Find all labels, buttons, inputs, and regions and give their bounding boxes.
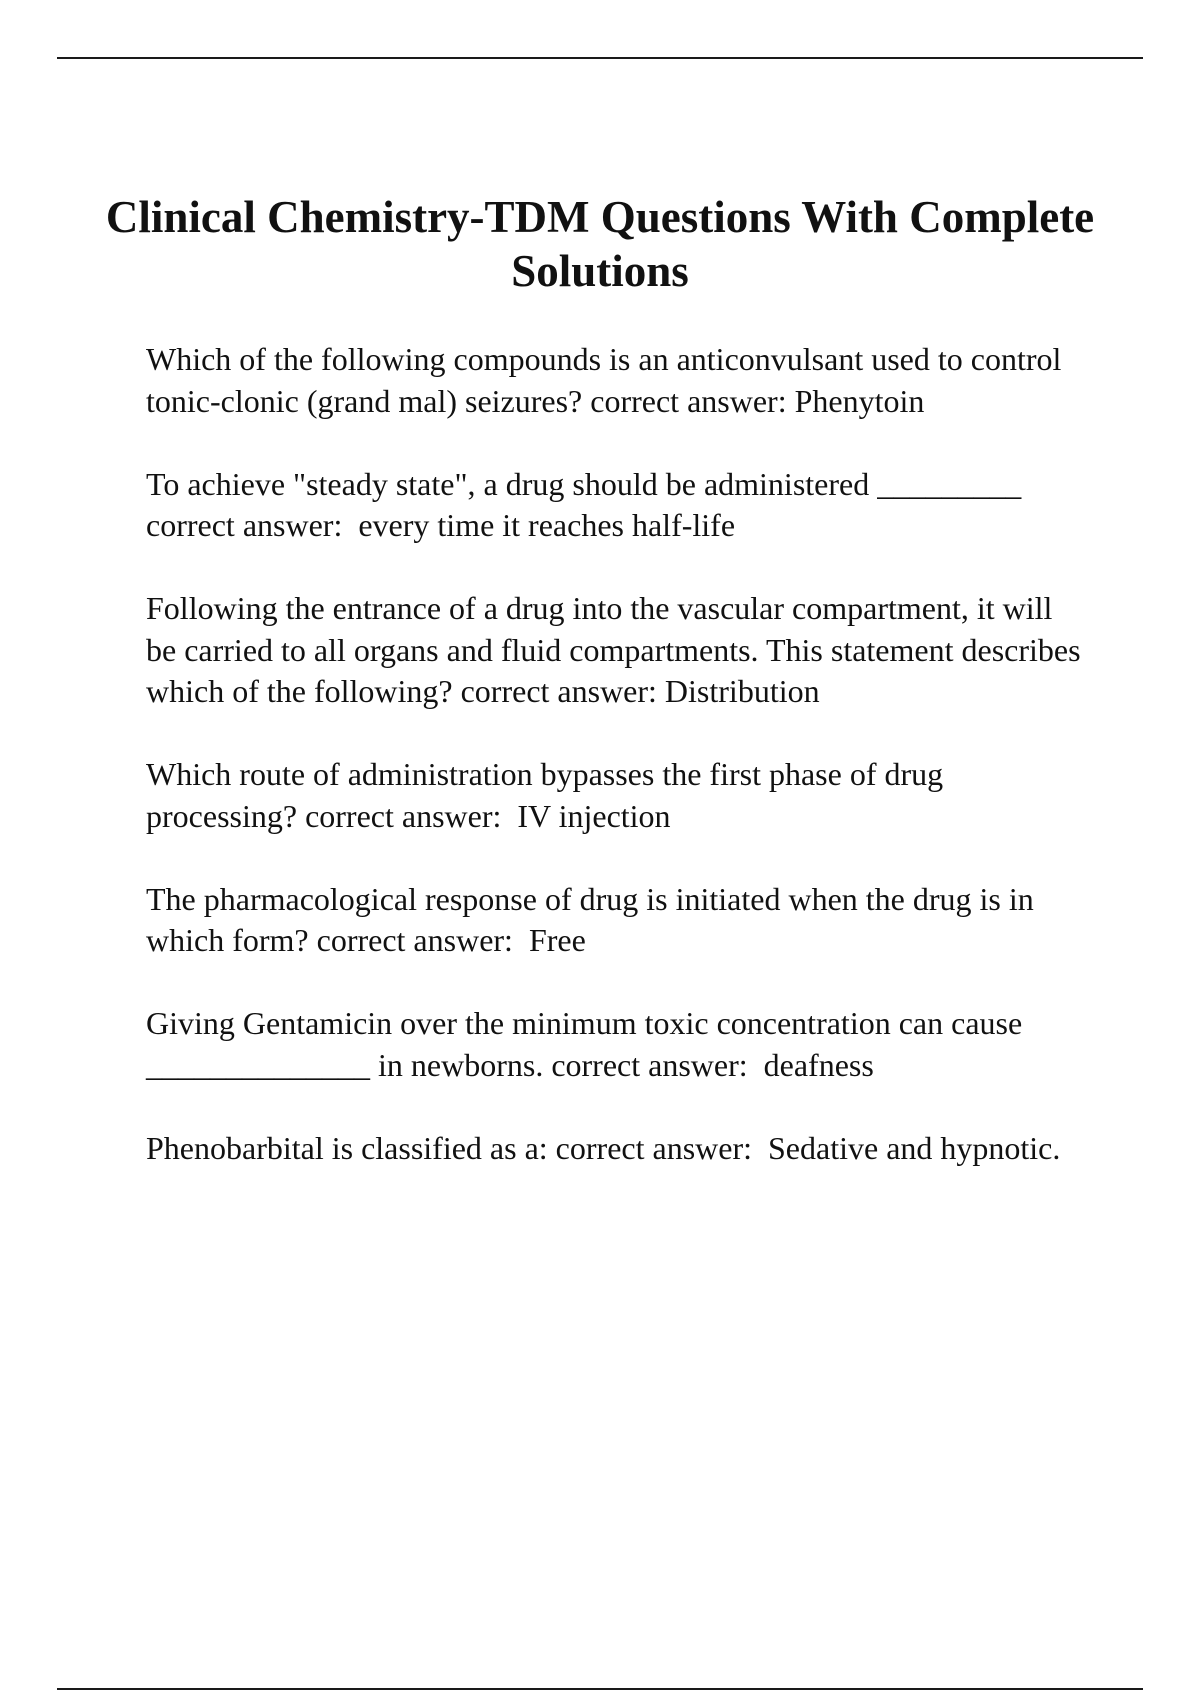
qa-item: Which route of administration bypasses the first phase of drug processing? correct answer: IV injection: [146, 756, 952, 834]
top-rule: [57, 57, 1143, 59]
page-title: Clinical Chemistry-TDM Questions With Complete Solutions: [105, 192, 1095, 296]
qa-item: Which of the following compounds is an anticonvulsant used to control tonic-clonic (grand mal) seizures? correct answer: Phenytoin: [146, 341, 1070, 419]
qa-item: Following the entrance of a drug into the vascular compartment, it will be carried to all organs and fluid compartments. This statement describes which of the following? correct answer: Distribution: [146, 590, 1089, 709]
qa-item: The pharmacological response of drug is initiated when the drug is in which form? correct answer: Free: [146, 880, 1042, 958]
qa-list: [146, 339, 1089, 1211]
bottom-rule: [57, 1688, 1143, 1690]
qa-item: Phenobarbital is classified as a: correct answer: Sedative and hypnotic.: [146, 1129, 1061, 1166]
qa-item: Giving Gentamicin over the minimum toxic concentration can cause ______________ in newborns. correct answer: deafness: [146, 1005, 1031, 1083]
qa-item: To achieve "steady state", a drug should be administered _________ correct answer: every time it reaches half-life: [146, 465, 1030, 543]
